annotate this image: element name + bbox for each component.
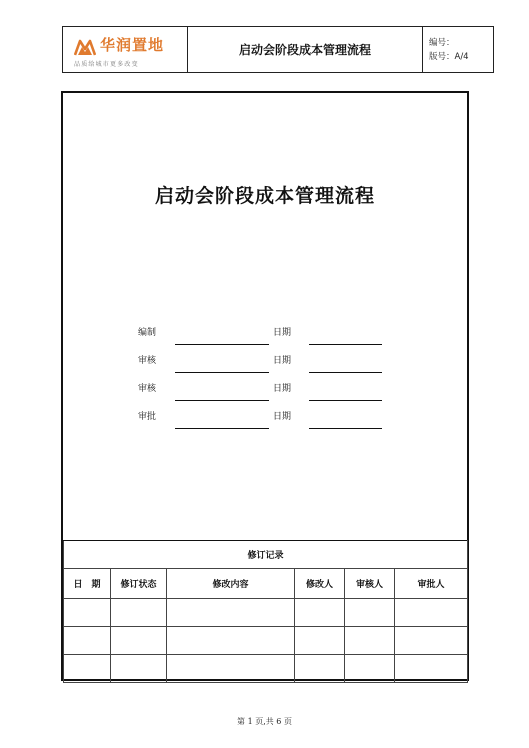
sig-date-line [309, 344, 382, 345]
col-modifier: 修改人 [295, 569, 345, 599]
table-cell [111, 627, 167, 655]
table-row [64, 627, 468, 655]
col-reviewer: 审核人 [345, 569, 395, 599]
revision-caption: 修订记录 [64, 541, 468, 569]
table-cell [395, 655, 468, 683]
table-cell [395, 627, 468, 655]
document-header [62, 26, 494, 73]
sig-role-approve: 审批 [138, 412, 157, 422]
sig-date-label: 日期 [273, 412, 292, 422]
sig-role-compile: 编制 [138, 328, 157, 338]
sig-date-label: 日期 [273, 356, 292, 366]
sig-date-line [309, 428, 382, 429]
table-cell [64, 655, 111, 683]
document-title: 启动会阶段成本管理流程 [154, 185, 375, 207]
sig-date-label: 日期 [273, 384, 292, 394]
revision-table [63, 540, 468, 683]
table-cell [295, 627, 345, 655]
table-cell [111, 599, 167, 627]
sig-date-line [309, 372, 382, 373]
table-cell [167, 599, 295, 627]
col-status: 修订状态 [111, 569, 167, 599]
sig-line-review-2 [175, 400, 269, 401]
page-footer: 第 1 页,共 6 页 [237, 717, 292, 726]
table-row [64, 599, 468, 627]
table-cell [345, 599, 395, 627]
sig-role-review-2: 审核 [138, 384, 157, 394]
sig-date-line [309, 400, 382, 401]
col-date: 日 期 [64, 569, 111, 599]
company-logo-icon [74, 37, 96, 57]
table-cell [111, 655, 167, 683]
document-version-label: 版号：A/4 [429, 52, 469, 62]
table-cell [64, 627, 111, 655]
table-cell [167, 627, 295, 655]
col-approver: 审批人 [395, 569, 468, 599]
table-cell [345, 627, 395, 655]
logo-slogan: 品质给城市更多改变 [74, 61, 139, 68]
document-number-label: 编号： [429, 38, 455, 48]
sig-line-review [175, 372, 269, 373]
table-cell [167, 655, 295, 683]
sig-role-review: 审核 [138, 356, 157, 366]
col-content: 修改内容 [167, 569, 295, 599]
sig-line-approve [175, 428, 269, 429]
sig-date-label: 日期 [273, 328, 292, 338]
logo-text: 华润置地 [100, 36, 165, 54]
table-row [64, 655, 468, 683]
logo-cell [63, 27, 188, 72]
header-title: 启动会阶段成本管理流程 [188, 27, 423, 72]
sig-line-compile [175, 344, 269, 345]
header-meta [423, 27, 493, 72]
table-cell [345, 655, 395, 683]
revision-caption-row [64, 541, 468, 569]
table-cell [295, 599, 345, 627]
table-cell [64, 599, 111, 627]
cover-frame [61, 91, 469, 681]
table-cell [395, 599, 468, 627]
table-cell [295, 655, 345, 683]
revision-header-row [64, 569, 468, 599]
